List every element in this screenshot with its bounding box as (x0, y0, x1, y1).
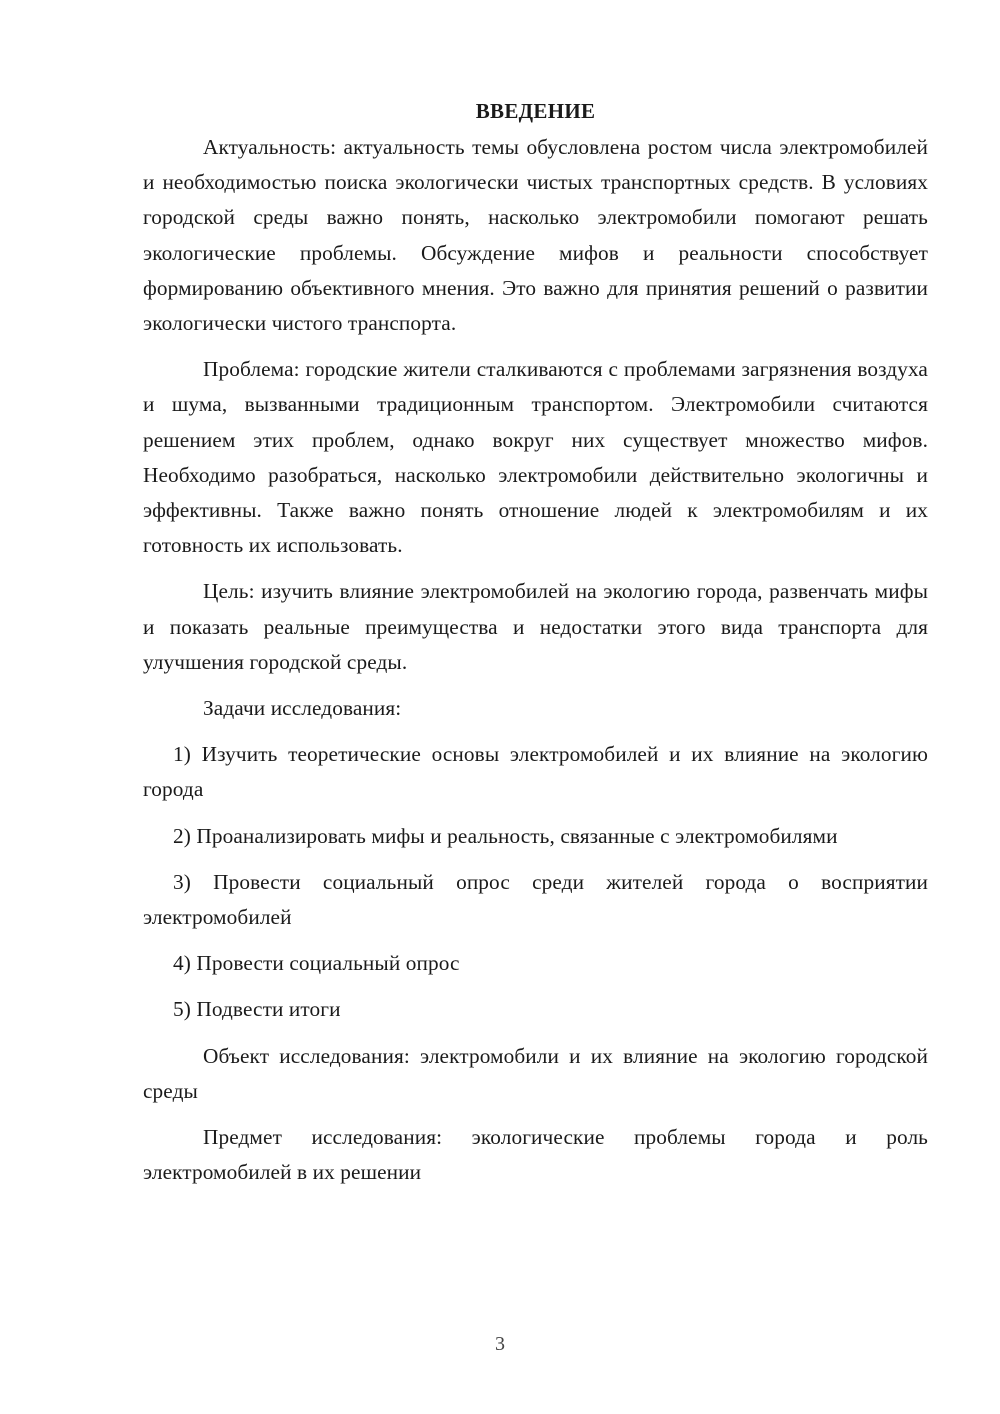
task-item-4: 4) Провести социальный опрос (173, 951, 460, 976)
task-item-2: 2) Проанализировать мифы и реальность, связанные с электромобилями (173, 823, 838, 848)
paragraph-relevance: Актуальность: актуальность темы обусловлена ростом числа электромобилей и необходимостью поиска экологически чистых транспортных средств. В условиях городской среды важно понять, насколько электромобили помогают решать экологические проблемы. Обсуждение мифов и реальности способствует формированию объективного мнения. Это важно для принятия решений о развитии экологически чистого транспорта. (143, 135, 928, 336)
paragraph-subject: Предмет исследования: экологические проблемы города и роль электромобилей в их решении (143, 1125, 928, 1185)
task-item-5: 5) Подвести итоги (173, 997, 341, 1022)
task-item-1: 1) Изучить теоретические основы электромобилей и их влияние на экологию города (143, 742, 928, 802)
tasks-title: Задачи исследования: (203, 696, 402, 721)
document-page (143, 94, 928, 1201)
page-number: 3 (495, 1333, 505, 1355)
paragraph-object: Объект исследования: электромобили и их влияние на экологию городской среды (143, 1043, 928, 1103)
page-title: ВВЕДЕНИЕ (475, 99, 596, 123)
task-item-3: 3) Провести социальный опрос среди жителей города о восприятии электромобилей (143, 869, 928, 930)
paragraph-problem: Проблема: городские жители сталкиваются с проблемами загрязнения воздуха и шума, вызванными традиционным транспортом. Электромобили считаются решением этих проблем, однако вокруг них существует множество мифов. Необходимо разобраться, насколько электромобили действительно экологичны и эффективны. Также важно понять отношение людей к электромобилям и их готовность их использовать. (143, 357, 928, 558)
paragraph-goal: Цель: изучить влияние электромобилей на экологию города, развенчать мифы и показать реальные преимущества и недостатки этого вида транспорта для улучшения городской среды. (143, 579, 928, 674)
